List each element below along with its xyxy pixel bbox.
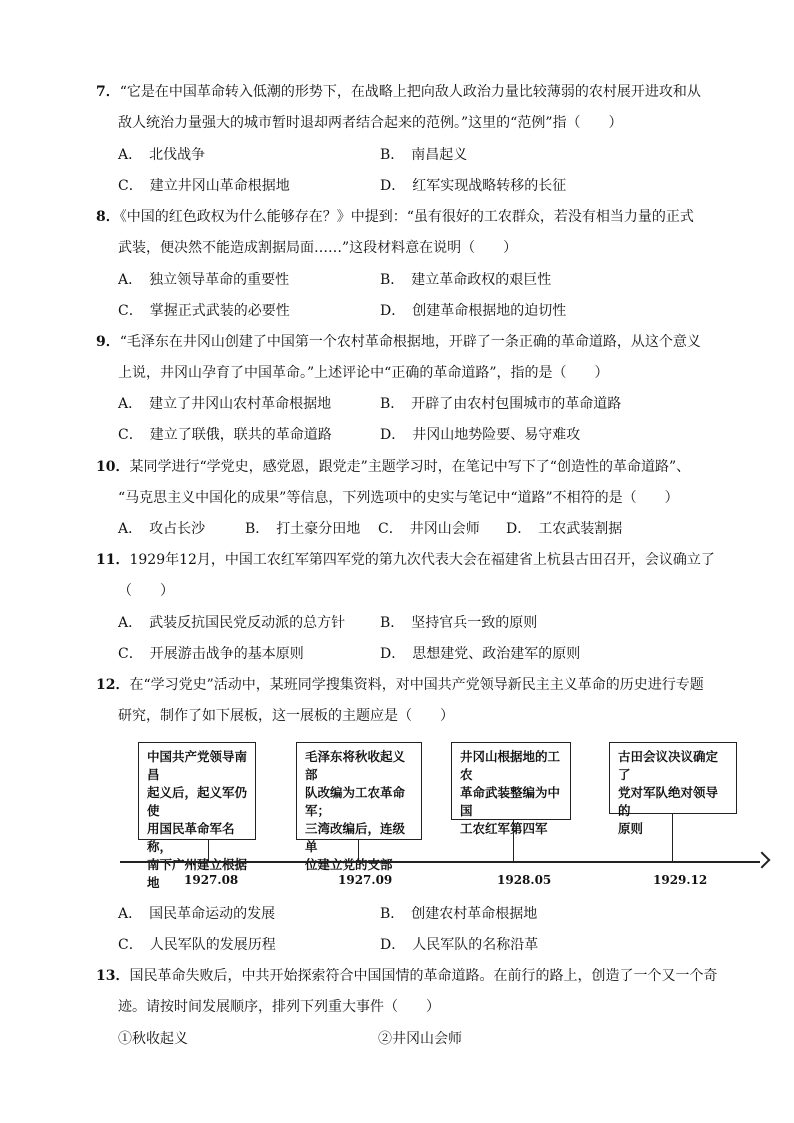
q9-line-2: 上说，井冈山孕育了中国革命。”上述评论中“正确的革命道路”，指的是（ ） <box>118 365 609 381</box>
q9-option-c[interactable]: C． 建立了联俄，联共的革命道路 <box>118 427 332 443</box>
q12-line-1: 12．在“学习党史”活动中，某班同学搜集资料，对中国共产党领导新民主主义革命的历史进行专题 <box>96 677 704 693</box>
q11-line-2: （ ） <box>118 583 174 599</box>
q8-option-c[interactable]: C． 掌握正式武装的必要性 <box>118 303 290 319</box>
q11-option-b[interactable]: B． 坚持官兵一致的原则 <box>380 615 538 631</box>
q7-option-b[interactable]: B． 南昌起义 <box>380 147 468 163</box>
timeline-date-2: 1927.09 <box>338 873 393 887</box>
q8-option-a[interactable]: A． 独立领导革命的重要性 <box>118 272 290 288</box>
q13-number: 13． <box>96 968 130 984</box>
timeline-arrow-icon <box>754 852 771 869</box>
q12-option-a[interactable]: A． 国民革命运动的发展 <box>118 906 276 922</box>
q8-line-1: 8．《中国的红色政权为什么能够存在？》中提到：“虽有很好的工农群众，若没有相当力量的正式 <box>96 209 694 225</box>
q10-option-b[interactable]: B． 打土豪分田地 <box>245 521 361 537</box>
timeline-stem-3 <box>513 820 514 861</box>
q13-line-2: 迹。请按时间发展顺序，排列下列重大事件（ ） <box>118 999 440 1015</box>
timeline-date-1: 1927.08 <box>184 873 239 887</box>
q7-line-1: 7．“它是在中国革命转入低潮的形势下，在战略上把向敌人政治力量比较薄弱的农村展开进攻和从 <box>96 84 701 100</box>
timeline-stem-4 <box>672 814 673 861</box>
q12-option-d[interactable]: D． 人民军队的名称沿革 <box>380 937 539 953</box>
q11-option-d[interactable]: D． 思想建党、政治建军的原则 <box>380 646 581 662</box>
q10-number: 10． <box>96 459 130 475</box>
q12-line-2: 研究，制作了如下展板，这一展板的主题应是（ ） <box>118 708 454 724</box>
exhibit-timeline <box>120 742 780 892</box>
timeline-axis <box>120 861 760 863</box>
timeline-stem-2 <box>358 840 359 861</box>
q9-line-1: 9．“毛泽东在井冈山创建了中国第一个农村革命根据地，开辟了一条正确的革命道路，从这个意义 <box>96 334 701 350</box>
q10-option-c[interactable]: C． 井冈山会师 <box>378 521 480 537</box>
q9-number: 9． <box>96 334 120 350</box>
q8-line-2: 武装，便决然不能造成割据局面……”这段材料意在说明（ ） <box>118 240 518 256</box>
timeline-box-1928-05: 井冈山根据地的工农 革命武装整编为中国 工农红军第四军 <box>451 742 571 820</box>
timeline-date-3: 1928.05 <box>497 873 552 887</box>
q7-option-d[interactable]: D． 红军实现战略转移的长征 <box>380 178 567 194</box>
q7-line-2: 敌人统治力量强大的城市暂时退却两者结合起来的范例。”这里的“范例”指（ ） <box>118 115 623 131</box>
timeline-date-4: 1929.12 <box>653 873 708 887</box>
q11-line-1: 11．1929年12月，中国工农红军第四军党的第九次代表大会在福建省上杭县古田召开，会议确立了 <box>96 552 715 568</box>
q10-option-a[interactable]: A． 攻占长沙 <box>118 521 206 537</box>
timeline-box-1927-09: 毛泽东将秋收起义部 队改编为工农革命军； 三湾改编后，连级单 位建立党的支部 <box>296 742 422 840</box>
q13-event-2: ②井冈山会师 <box>378 1031 462 1047</box>
q7-option-a[interactable]: A． 北伐战争 <box>118 147 206 163</box>
q9-option-a[interactable]: A． 建立了井冈山农村革命根据地 <box>118 396 332 412</box>
q9-option-b[interactable]: B． 开辟了由农村包围城市的革命道路 <box>380 396 622 412</box>
q8-option-d[interactable]: D． 创建革命根据地的迫切性 <box>380 303 567 319</box>
q10-line-1: 10．某同学进行“学党史，感党恩，跟党走”主题学习时，在笔记中写下了“创造性的革命道路”、 <box>96 459 691 475</box>
q11-option-a[interactable]: A． 武装反抗国民党反动派的总方针 <box>118 615 346 631</box>
q7-option-c[interactable]: C． 建立井冈山革命根据地 <box>118 178 290 194</box>
q12-option-b[interactable]: B． 创建农村革命根据地 <box>380 906 538 922</box>
q8-number: 8． <box>96 209 120 225</box>
q11-option-c[interactable]: C． 开展游击战争的基本原则 <box>118 646 304 662</box>
timeline-box-1929-12: 古田会议决议确定了 党对军队绝对领导的 原则 <box>609 742 737 814</box>
q9-option-d[interactable]: D． 井冈山地势险要、易守难攻 <box>380 427 581 443</box>
q11-number: 11． <box>96 552 130 568</box>
q13-line-1: 13．国民革命失败后，中共开始探索符合中国国情的革命道路。在前行的路上，创造了一个又一个奇 <box>96 968 718 984</box>
q10-option-d[interactable]: D． 工农武装割据 <box>506 521 623 537</box>
q8-option-b[interactable]: B． 建立革命政权的艰巨性 <box>380 272 552 288</box>
q13-event-1: ①秋收起义 <box>118 1031 188 1047</box>
q12-number: 12． <box>96 677 130 693</box>
timeline-box-1927-08: 中国共产党领导南昌 起义后，起义军仍使 用国民革命军名称， 南下广州建立根据地 <box>138 742 256 840</box>
timeline-stem-1 <box>208 840 209 861</box>
q10-line-2: “马克思主义中国化的成果”等信息，下列选项中的史实与笔记中“道路”不相符的是（ ） <box>118 490 679 506</box>
q12-option-c[interactable]: C． 人民军队的发展历程 <box>118 937 276 953</box>
q7-number: 7． <box>96 84 120 100</box>
